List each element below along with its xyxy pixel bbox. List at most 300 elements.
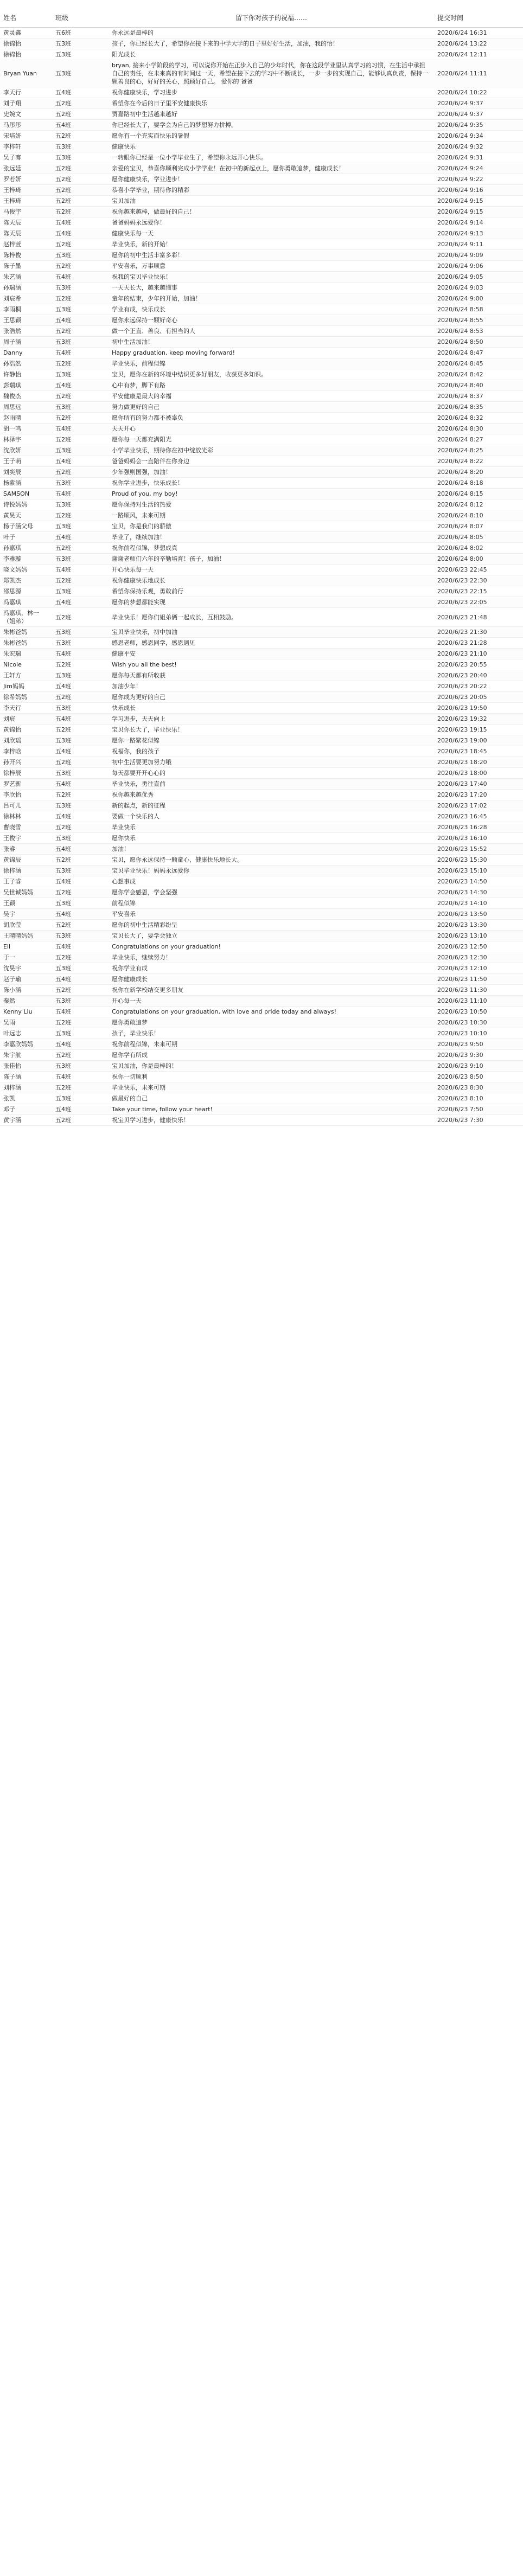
row-time: 2020/6/24 11:11 xyxy=(434,60,523,87)
row-name: 李天行 xyxy=(0,703,52,714)
row-message: 愿你的初中生活丰富多彩！ xyxy=(109,250,434,261)
table-row xyxy=(0,185,523,196)
table-row xyxy=(0,217,523,228)
table-row xyxy=(0,283,523,293)
row-message: Proud of you, my boy! xyxy=(109,489,434,499)
row-message: 恭喜小学毕业，期待你的精彩 xyxy=(109,185,434,196)
table-row xyxy=(0,649,523,659)
row-class: 五2班 xyxy=(52,985,109,996)
row-class: 五2班 xyxy=(52,725,109,735)
row-time: 2020/6/23 18:00 xyxy=(434,768,523,779)
row-name: 徐林林 xyxy=(0,811,52,822)
row-time: 2020/6/24 9:37 xyxy=(434,109,523,120)
row-class: 五3班 xyxy=(52,735,109,746)
row-class: 五4班 xyxy=(52,1007,109,1017)
row-message: 祝你越来越优秀 xyxy=(109,790,434,800)
row-class: 五2班 xyxy=(52,952,109,963)
row-message: 宝贝毕业快乐！妈妈永远爱你 xyxy=(109,866,434,876)
row-name: 刘宸希 xyxy=(0,293,52,304)
table-row xyxy=(0,855,523,866)
table-row xyxy=(0,790,523,800)
table-row xyxy=(0,703,523,714)
row-message: 平安健康是最大的幸福 xyxy=(109,391,434,402)
row-name: 林泽宇 xyxy=(0,434,52,445)
row-class: 五2班 xyxy=(52,543,109,554)
table-row xyxy=(0,941,523,952)
row-name: 杨紫涵 xyxy=(0,478,52,489)
table-row xyxy=(0,348,523,358)
row-message: 祝你一切顺利 xyxy=(109,1072,434,1082)
row-message: 童年的结束，少年的开始，加油！ xyxy=(109,293,434,304)
row-message: 祝你学业进步，快乐成长！ xyxy=(109,478,434,489)
row-message: 宝贝，愿你永远保持一颗童心，健康快乐地长大。 xyxy=(109,855,434,866)
row-class: 五3班 xyxy=(52,1061,109,1072)
row-name: 许静怡 xyxy=(0,369,52,380)
row-time: 2020/6/24 9:37 xyxy=(434,98,523,109)
row-message: 一天天长大，越来越懂事 xyxy=(109,283,434,293)
row-message: 宝贝你长大了，毕业快乐！ xyxy=(109,725,434,735)
table-row xyxy=(0,746,523,757)
row-class: 五4班 xyxy=(52,120,109,131)
table-row xyxy=(0,638,523,649)
row-time: 2020/6/23 21:28 xyxy=(434,638,523,649)
row-name: 晓文妈妈 xyxy=(0,565,52,575)
row-class: 五3班 xyxy=(52,478,109,489)
row-time: 2020/6/23 19:15 xyxy=(434,725,523,735)
table-row xyxy=(0,822,523,833)
table-row xyxy=(0,120,523,131)
row-message: 加油！ xyxy=(109,844,434,855)
row-time: 2020/6/23 14:10 xyxy=(434,898,523,909)
row-name: 朱宏瑞 xyxy=(0,649,52,659)
table-row xyxy=(0,163,523,174)
row-time: 2020/6/24 8:02 xyxy=(434,543,523,554)
row-name: 吕可儿 xyxy=(0,800,52,811)
row-name: 马彤彤 xyxy=(0,120,52,131)
row-class: 五2班 xyxy=(52,822,109,833)
row-name: 孙瑞涵 xyxy=(0,283,52,293)
row-class: 五4班 xyxy=(52,565,109,575)
row-message: 新的起点，新的征程 xyxy=(109,800,434,811)
row-time: 2020/6/23 8:50 xyxy=(434,1072,523,1082)
table-row xyxy=(0,98,523,109)
row-time: 2020/6/24 9:24 xyxy=(434,163,523,174)
row-name: 沈昊宇 xyxy=(0,963,52,974)
row-message: 做一个正直、善良、有担当的人 xyxy=(109,326,434,337)
table-row xyxy=(0,586,523,597)
row-time: 2020/6/24 8:42 xyxy=(434,369,523,380)
row-time: 2020/6/24 9:11 xyxy=(434,239,523,250)
row-message: 你永远是最棒的 xyxy=(109,28,434,39)
row-name: 胡欣莹 xyxy=(0,920,52,931)
row-name: 吴雨 xyxy=(0,1017,52,1028)
row-name: Danny xyxy=(0,348,52,358)
row-message: 毕业快乐 xyxy=(109,822,434,833)
row-class: 五6班 xyxy=(52,28,109,39)
blessing-sheet xyxy=(0,0,523,1126)
row-class: 五3班 xyxy=(52,554,109,565)
row-time: 2020/6/24 8:18 xyxy=(434,478,523,489)
row-name: SAMSON xyxy=(0,489,52,499)
row-time: 2020/6/23 13:30 xyxy=(434,920,523,931)
row-message: 健康快乐 xyxy=(109,142,434,152)
row-name: 吴子骞 xyxy=(0,152,52,163)
row-time: 2020/6/24 8:55 xyxy=(434,315,523,326)
row-class: 五2班 xyxy=(52,1017,109,1028)
row-name: 刘奕辰 xyxy=(0,467,52,478)
row-class: 五3班 xyxy=(52,627,109,638)
row-time: 2020/6/23 18:20 xyxy=(434,757,523,768)
table-row xyxy=(0,692,523,703)
table-row xyxy=(0,1115,523,1126)
table-row xyxy=(0,467,523,478)
row-name: 李欣怡 xyxy=(0,790,52,800)
row-time: 2020/6/23 21:30 xyxy=(434,627,523,638)
row-class: 五4班 xyxy=(52,597,109,608)
table-row xyxy=(0,833,523,844)
row-time: 2020/6/24 8:45 xyxy=(434,358,523,369)
row-class: 五3班 xyxy=(52,670,109,681)
row-name: 罗艺新 xyxy=(0,779,52,790)
row-time: 2020/6/23 22:30 xyxy=(434,575,523,586)
row-name: Bryan Yuan xyxy=(0,60,52,87)
row-message: 一转眼你已经是一位小学毕业生了，希望你永远开心快乐。 xyxy=(109,152,434,163)
table-row xyxy=(0,49,523,60)
table-row xyxy=(0,1082,523,1093)
row-time: 2020/6/23 16:10 xyxy=(434,833,523,844)
table-row xyxy=(0,659,523,670)
row-name: 黄昊天 xyxy=(0,510,52,521)
row-message: 祝你前程似锦，未来可期 xyxy=(109,1039,434,1050)
row-name: Jim妈妈 xyxy=(0,681,52,692)
row-class: 五4班 xyxy=(52,1039,109,1050)
row-name: Eli xyxy=(0,941,52,952)
row-class: 五3班 xyxy=(52,703,109,714)
row-message: 小学毕业快乐，期待你在初中绽放光彩 xyxy=(109,445,434,456)
table-row xyxy=(0,800,523,811)
row-name: 张远廷 xyxy=(0,163,52,174)
row-class: 五2班 xyxy=(52,608,109,627)
row-name: 朱彬爸妈 xyxy=(0,627,52,638)
row-class: 五4班 xyxy=(52,1104,109,1115)
table-row xyxy=(0,931,523,941)
table-row xyxy=(0,424,523,434)
table-row xyxy=(0,1028,523,1039)
row-message: 前程似锦 xyxy=(109,898,434,909)
row-message: 愿你学有所成 xyxy=(109,1050,434,1061)
row-time: 2020/6/23 12:50 xyxy=(434,941,523,952)
row-class: 五4班 xyxy=(52,811,109,822)
row-message: 祝宝贝学习进步，健康快乐！ xyxy=(109,1115,434,1126)
row-name: 徐锦怡 xyxy=(0,39,52,49)
row-class: 五4班 xyxy=(52,681,109,692)
row-time: 2020/6/24 8:20 xyxy=(434,467,523,478)
row-class: 五2班 xyxy=(52,358,109,369)
row-name: 朱彬爸妈 xyxy=(0,638,52,649)
table-row xyxy=(0,1039,523,1050)
row-time: 2020/6/24 9:31 xyxy=(434,152,523,163)
row-time: 2020/6/24 9:34 xyxy=(434,131,523,142)
row-time: 2020/6/23 15:10 xyxy=(434,866,523,876)
row-name: 徐梓涵 xyxy=(0,866,52,876)
row-time: 2020/6/24 8:12 xyxy=(434,499,523,510)
row-name: 胡一鸣 xyxy=(0,424,52,434)
row-time: 2020/6/23 12:10 xyxy=(434,963,523,974)
row-message: 初中生活加油！ xyxy=(109,337,434,348)
row-message: 你已经长大了，要学会为自己的梦想努力拼搏。 xyxy=(109,120,434,131)
table-row xyxy=(0,725,523,735)
row-name: 李雨桐 xyxy=(0,304,52,315)
row-class: 五2班 xyxy=(52,174,109,185)
table-row xyxy=(0,174,523,185)
row-name: 陈小涵 xyxy=(0,985,52,996)
row-class: 五3班 xyxy=(52,369,109,380)
table-row xyxy=(0,1007,523,1017)
row-time: 2020/6/24 8:37 xyxy=(434,391,523,402)
row-class: 五4班 xyxy=(52,228,109,239)
row-time: 2020/6/23 8:30 xyxy=(434,1082,523,1093)
row-class: 五4班 xyxy=(52,456,109,467)
row-message: 愿你勇敢追梦 xyxy=(109,1017,434,1028)
row-class: 五3班 xyxy=(52,49,109,60)
table-row xyxy=(0,844,523,855)
table-row xyxy=(0,996,523,1007)
row-class: 五3班 xyxy=(52,996,109,1007)
row-class: 五2班 xyxy=(52,131,109,142)
row-name: 赵梓萱 xyxy=(0,239,52,250)
table-row xyxy=(0,779,523,790)
row-time: 2020/6/24 9:15 xyxy=(434,196,523,207)
row-time: 2020/6/23 12:30 xyxy=(434,952,523,963)
row-message: 学习进步，天天向上 xyxy=(109,714,434,725)
row-message: 愿你成为更好的自己 xyxy=(109,692,434,703)
blessing-table xyxy=(0,8,523,1126)
row-class: 五4班 xyxy=(52,876,109,887)
row-class: 五2班 xyxy=(52,467,109,478)
row-name: 周子涵 xyxy=(0,337,52,348)
row-name: 徐梓辰 xyxy=(0,768,52,779)
row-message: 爸爸妈妈永远爱你！ xyxy=(109,217,434,228)
row-time: 2020/6/23 7:30 xyxy=(434,1115,523,1126)
table-row xyxy=(0,413,523,424)
row-time: 2020/6/23 22:45 xyxy=(434,565,523,575)
header-row xyxy=(0,8,523,28)
row-class: 五2班 xyxy=(52,1050,109,1061)
table-row xyxy=(0,920,523,931)
row-name: 刘梓涵 xyxy=(0,1082,52,1093)
row-message: 每天都要开开心心的 xyxy=(109,768,434,779)
row-message: 学业有成，快乐成长 xyxy=(109,304,434,315)
row-class: 五3班 xyxy=(52,963,109,974)
row-name: 李嘉欣妈妈 xyxy=(0,1039,52,1050)
row-time: 2020/6/23 15:52 xyxy=(434,844,523,855)
row-time: 2020/6/23 17:02 xyxy=(434,800,523,811)
row-name: 陈天辰 xyxy=(0,217,52,228)
row-time: 2020/6/24 9:13 xyxy=(434,228,523,239)
row-time: 2020/6/23 8:10 xyxy=(434,1093,523,1104)
table-row xyxy=(0,228,523,239)
row-class: 五4班 xyxy=(52,844,109,855)
row-name: 陈子墨 xyxy=(0,261,52,272)
row-class: 五2班 xyxy=(52,434,109,445)
row-message: 宝贝，你是我们的骄傲 xyxy=(109,521,434,532)
row-message: 祝你学业有成 xyxy=(109,963,434,974)
table-row xyxy=(0,554,523,565)
row-name: 黄锦辰 xyxy=(0,855,52,866)
row-message: Take your time, follow your heart! xyxy=(109,1104,434,1115)
row-message: 初中生活要更加努力哦 xyxy=(109,757,434,768)
row-class: 五2班 xyxy=(52,261,109,272)
row-class: 五4班 xyxy=(52,217,109,228)
row-message: 祝你健康快乐地成长 xyxy=(109,575,434,586)
row-time: 2020/6/24 9:35 xyxy=(434,120,523,131)
row-name: 王子萌 xyxy=(0,456,52,467)
row-time: 2020/6/23 20:55 xyxy=(434,659,523,670)
row-time: 2020/6/24 8:00 xyxy=(434,554,523,565)
table-row xyxy=(0,239,523,250)
table-row xyxy=(0,60,523,87)
row-time: 2020/6/24 8:30 xyxy=(434,424,523,434)
row-name: 黄灵鑫 xyxy=(0,28,52,39)
row-message: 健康平安 xyxy=(109,649,434,659)
row-time: 2020/6/23 17:40 xyxy=(434,779,523,790)
row-message: 毕业快乐，勇往直前 xyxy=(109,779,434,790)
row-class: 五3班 xyxy=(52,39,109,49)
row-time: 2020/6/23 11:30 xyxy=(434,985,523,996)
row-name: 王思颖 xyxy=(0,315,52,326)
row-name: 王梓琦 xyxy=(0,185,52,196)
table-row xyxy=(0,326,523,337)
row-class: 五4班 xyxy=(52,489,109,499)
row-name: 王晴晴妈妈 xyxy=(0,931,52,941)
row-name: 叶子 xyxy=(0,532,52,543)
row-class: 五3班 xyxy=(52,152,109,163)
row-class: 五2班 xyxy=(52,326,109,337)
row-message: 愿你健康快乐，学业进步！ xyxy=(109,174,434,185)
table-row xyxy=(0,261,523,272)
row-time: 2020/6/23 22:05 xyxy=(434,597,523,608)
table-row xyxy=(0,952,523,963)
table-row xyxy=(0,1104,523,1115)
row-message: 毕业快乐！愿你们姐弟俩一起成长，互相鼓励。 xyxy=(109,608,434,627)
row-class: 五2班 xyxy=(52,510,109,521)
row-name: 陈梓俊 xyxy=(0,250,52,261)
row-time: 2020/6/24 9:22 xyxy=(434,174,523,185)
row-time: 2020/6/24 9:09 xyxy=(434,250,523,261)
header-time: 提交时间 xyxy=(434,8,523,28)
row-time: 2020/6/23 11:50 xyxy=(434,974,523,985)
row-class: 五3班 xyxy=(52,142,109,152)
row-class: 五4班 xyxy=(52,348,109,358)
row-name: 朱艺涵 xyxy=(0,272,52,283)
row-message: 健康快乐每一天 xyxy=(109,228,434,239)
row-message: Congratulations on your graduation! xyxy=(109,941,434,952)
row-time: 2020/6/24 8:47 xyxy=(434,348,523,358)
table-row xyxy=(0,39,523,49)
row-message: 快乐成长 xyxy=(109,703,434,714)
row-time: 2020/6/23 10:30 xyxy=(434,1017,523,1028)
table-row xyxy=(0,304,523,315)
table-row xyxy=(0,499,523,510)
table-row xyxy=(0,876,523,887)
row-time: 2020/6/24 8:05 xyxy=(434,532,523,543)
row-name: Nicole xyxy=(0,659,52,670)
table-row xyxy=(0,315,523,326)
row-class: 五2班 xyxy=(52,293,109,304)
row-message: 祝你前程似锦，梦想成真 xyxy=(109,543,434,554)
row-message: 愿你的梦想都能实现 xyxy=(109,597,434,608)
row-time: 2020/6/24 8:50 xyxy=(434,337,523,348)
row-name: 黄宇涵 xyxy=(0,1115,52,1126)
row-name: 王俊宇 xyxy=(0,833,52,844)
row-message: 少年强则国强，加油！ xyxy=(109,467,434,478)
row-name: 赵雨晴 xyxy=(0,413,52,424)
row-message: 毕业快乐，新的开始！ xyxy=(109,239,434,250)
row-message: 亲爱的宝贝，恭喜你顺利完成小学学业！在初中的新起点上，愿你勇敢追梦，健康成长！ xyxy=(109,163,434,174)
row-time: 2020/6/23 7:50 xyxy=(434,1104,523,1115)
row-class: 五3班 xyxy=(52,638,109,649)
row-message: 毕业快乐，未来可期 xyxy=(109,1082,434,1093)
row-message: 毕业快乐，继续努力！ xyxy=(109,952,434,963)
row-name: 徐希妈妈 xyxy=(0,692,52,703)
row-message: 加油少年！ xyxy=(109,681,434,692)
row-message: 愿你永远保持一颗好奇心 xyxy=(109,315,434,326)
row-class: 五3班 xyxy=(52,60,109,87)
table-row xyxy=(0,1093,523,1104)
row-time: 2020/6/24 9:00 xyxy=(434,293,523,304)
row-time: 2020/6/24 13:22 xyxy=(434,39,523,49)
table-row xyxy=(0,337,523,348)
row-message: 开心快乐每一天 xyxy=(109,565,434,575)
row-class: 五2班 xyxy=(52,98,109,109)
row-class: 五4班 xyxy=(52,1072,109,1082)
row-time: 2020/6/23 20:22 xyxy=(434,681,523,692)
row-name: 赵子瑜 xyxy=(0,974,52,985)
row-class: 五2班 xyxy=(52,920,109,931)
row-name: 孙开兴 xyxy=(0,757,52,768)
table-row xyxy=(0,293,523,304)
row-name: 邵思源 xyxy=(0,586,52,597)
row-message: 爸爸妈妈会一直陪伴在你身边 xyxy=(109,456,434,467)
row-class: 五2班 xyxy=(52,790,109,800)
row-name: 曹晓雪 xyxy=(0,822,52,833)
row-name: 宋培妍 xyxy=(0,131,52,142)
row-name: 刘欣瑶 xyxy=(0,735,52,746)
row-name: Kenny Liu xyxy=(0,1007,52,1017)
row-class: 五3班 xyxy=(52,304,109,315)
row-class: 五4班 xyxy=(52,272,109,283)
row-message: 要做一个快乐的人 xyxy=(109,811,434,822)
row-time: 2020/6/24 10:22 xyxy=(434,87,523,98)
row-time: 2020/6/23 19:00 xyxy=(434,735,523,746)
row-class: 五4班 xyxy=(52,424,109,434)
row-class: 五3班 xyxy=(52,499,109,510)
row-time: 2020/6/24 8:35 xyxy=(434,402,523,413)
row-message: 心想事成 xyxy=(109,876,434,887)
table-row xyxy=(0,369,523,380)
row-name: 王颖 xyxy=(0,898,52,909)
row-name: 吴世诚妈妈 xyxy=(0,887,52,898)
row-class: 五4班 xyxy=(52,315,109,326)
row-name: 冯嘉琪 xyxy=(0,597,52,608)
row-class: 五2班 xyxy=(52,239,109,250)
row-name: 陈子涵 xyxy=(0,1072,52,1082)
table-row xyxy=(0,608,523,627)
table-row xyxy=(0,811,523,822)
row-name: 马俊宇 xyxy=(0,207,52,217)
table-row xyxy=(0,714,523,725)
table-row xyxy=(0,757,523,768)
